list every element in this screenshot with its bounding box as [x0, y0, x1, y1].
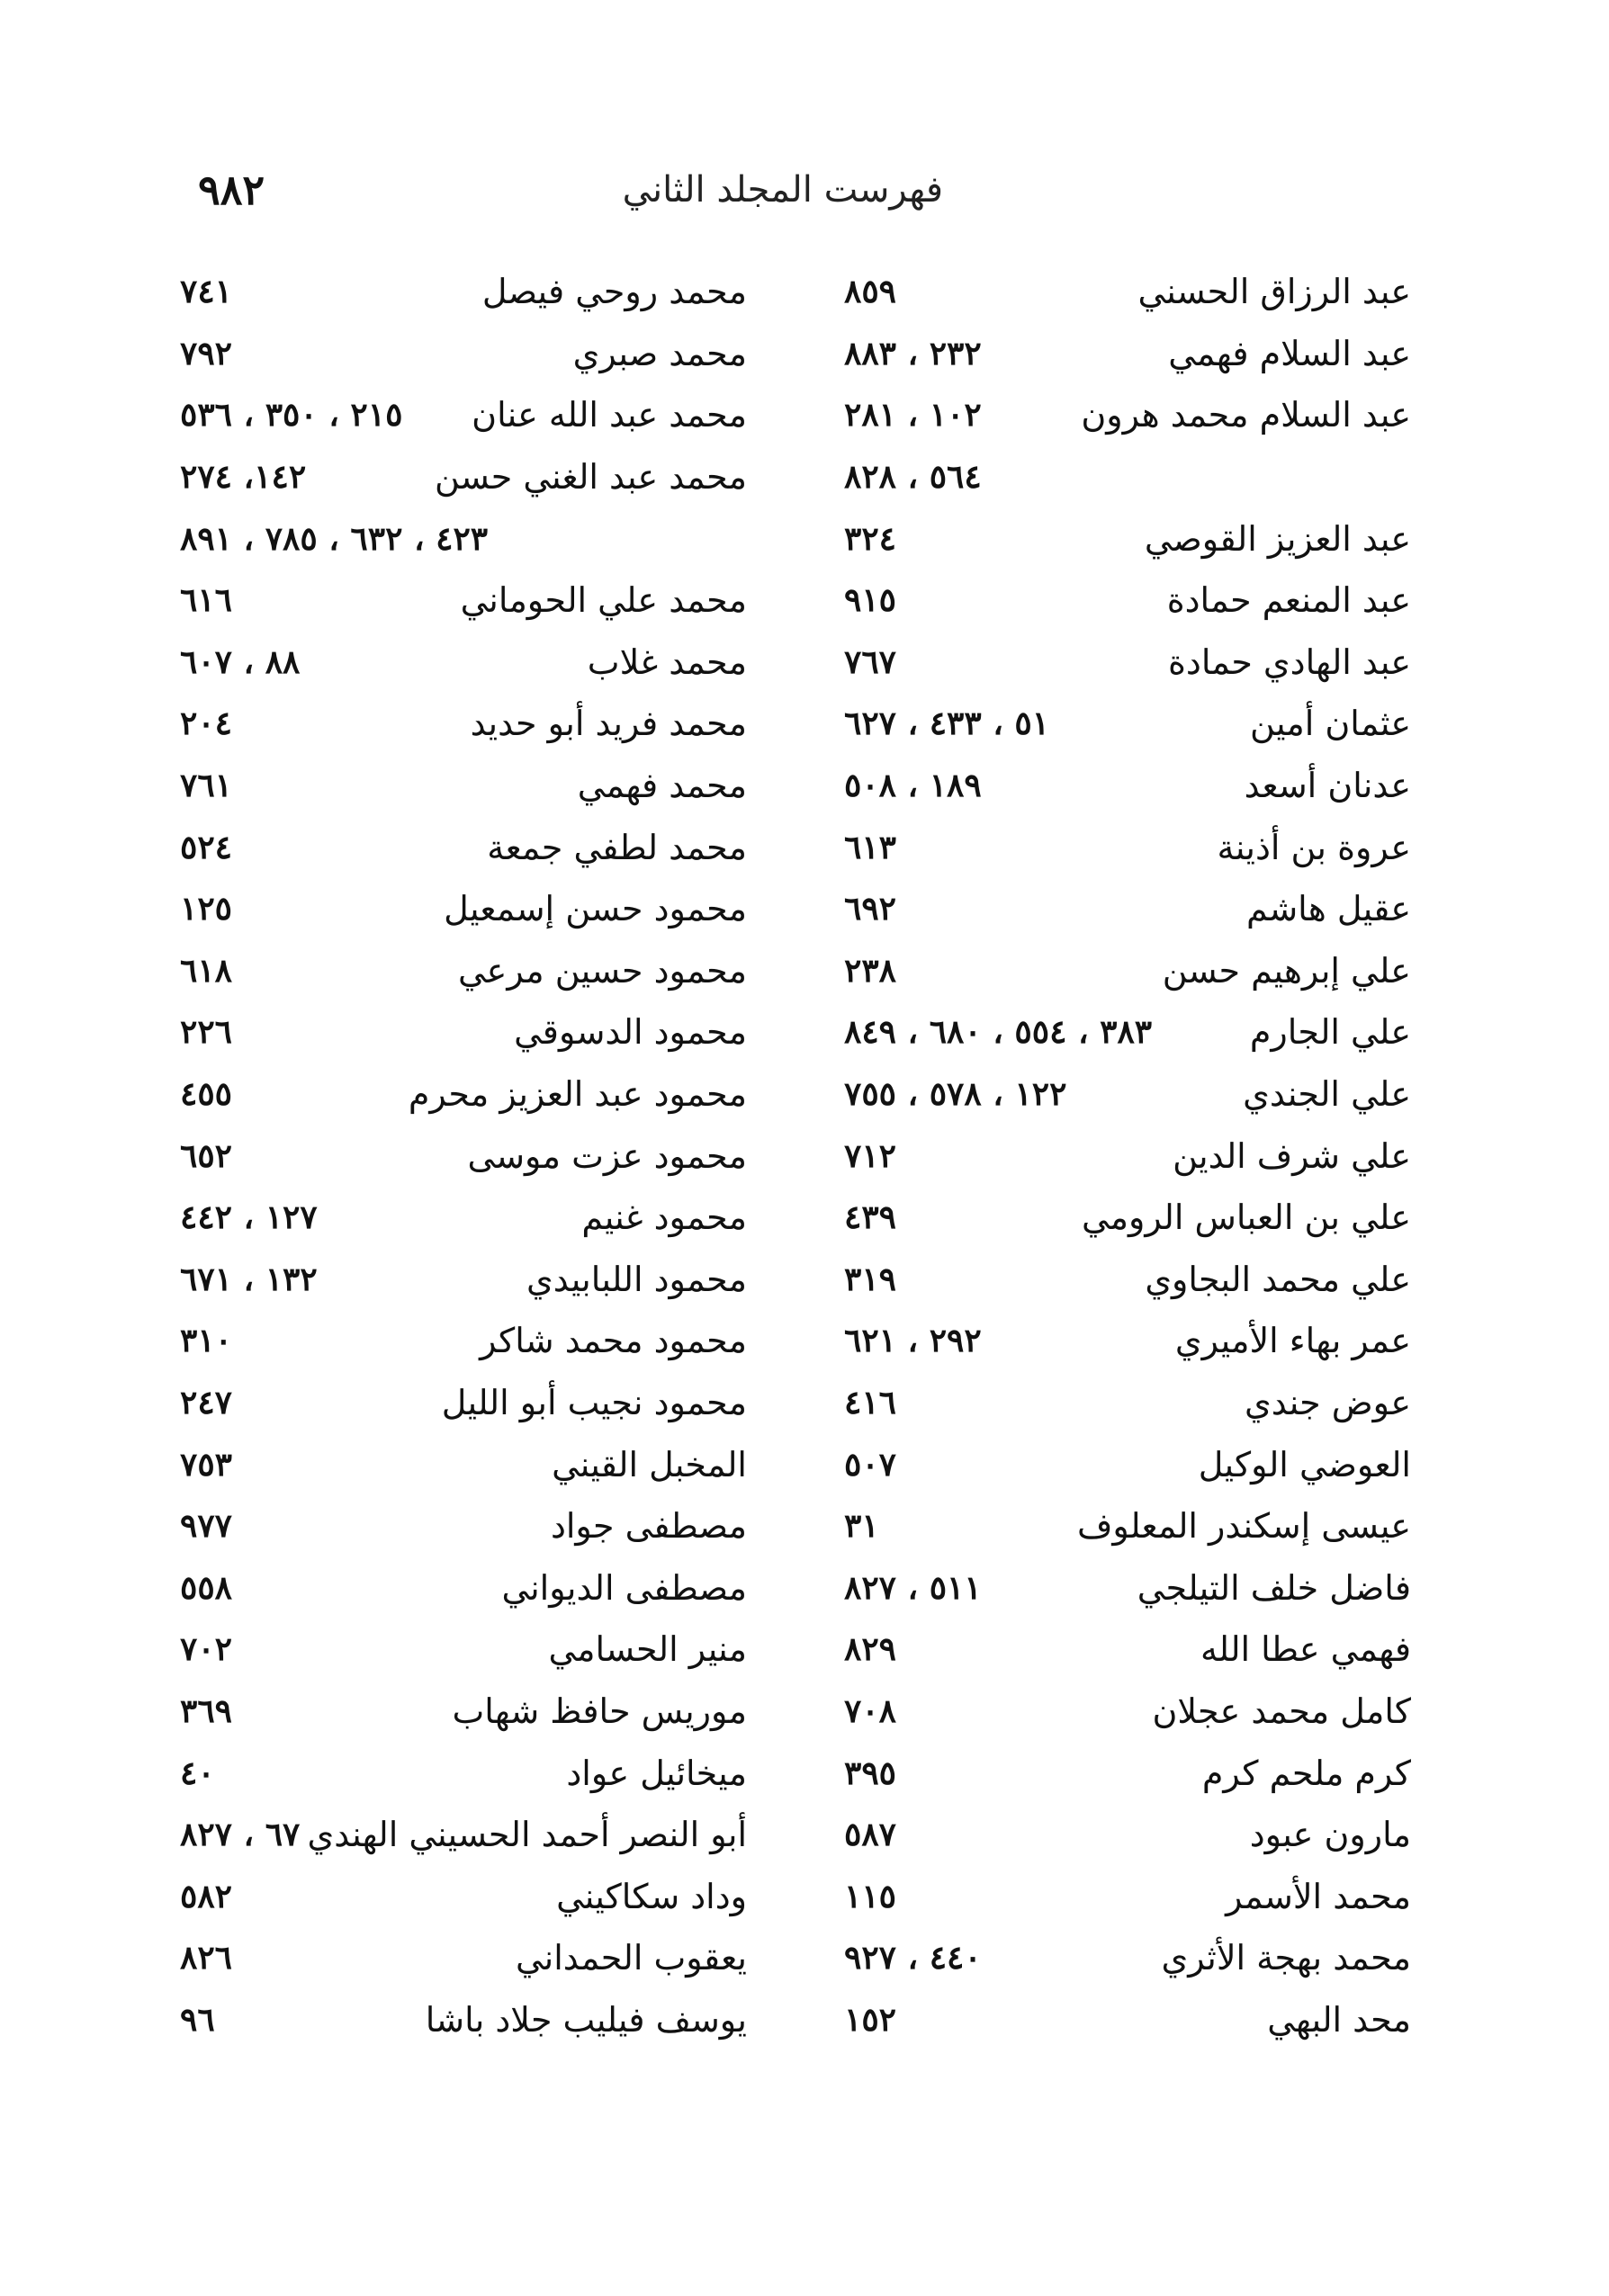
entry-name: يوسف فيليب جلاد باشا [425, 1999, 747, 2040]
entry-pages: ٤٤٠ ، ٩٢٧ [844, 1939, 982, 1978]
entry-pages: ٤١٦ [844, 1383, 897, 1422]
entry-name: مصطفى جواد [550, 1506, 747, 1547]
index-entry [180, 1001, 747, 1063]
entry-pages: ٦١٣ [844, 828, 897, 866]
index-entry [844, 755, 1411, 817]
entry-name: محمد روحي فيصل [481, 272, 747, 312]
entry-pages: ١٢٧ ، ٤٤٢ [180, 1198, 318, 1237]
entry-name: محمد علي الحوماني [460, 580, 747, 621]
entry-name: عبد الهادي حمادة [1167, 641, 1411, 682]
index-entry [180, 940, 747, 1002]
index-entry [844, 1927, 1411, 1989]
entry-pages: ١٢٥ [180, 890, 233, 928]
entry-pages: ٢٣٢ ، ٨٨٣ [844, 334, 982, 372]
entry-name: محمد فهمي [577, 766, 747, 806]
index-entry [180, 632, 747, 694]
entry-name: محمود نجيب أبو الليل [441, 1382, 747, 1422]
entry-name: محمد لطفي جمعة [487, 827, 747, 867]
entry-pages: ١٠٢ ، ٢٨١ [844, 396, 982, 435]
entry-name: عبد السلام فهمي [1168, 333, 1411, 373]
page-title: فهرست المجلد الثاني [622, 169, 943, 211]
entry-name: موريس حافظ شهاب [452, 1691, 747, 1731]
entry-name: علي إبرهيم حسن [1162, 950, 1411, 991]
entry-pages: ٥١١ ، ٨٢٧ [844, 1568, 982, 1607]
entry-pages: ٨٥٩ [844, 273, 897, 311]
entry-pages: ٢٠٤ [180, 704, 233, 743]
index-entry [180, 1556, 747, 1619]
entry-name: علي بن العباس الرومي [1081, 1197, 1411, 1238]
entry-name: محمود حسن إسمعيل [444, 889, 747, 929]
entry-pages: ٧٥٣ [180, 1445, 233, 1484]
index-entry [844, 1681, 1411, 1743]
entry-name: يعقوب الحمداني [515, 1938, 747, 1978]
index-entry [180, 1989, 747, 2051]
index-entry [180, 323, 747, 385]
entry-pages: ٤٣٩ [844, 1198, 897, 1237]
entry-pages: ٨٨ ، ٦٠٧ [180, 642, 301, 681]
entry-name: عبد الرزاق الحسني [1137, 272, 1411, 312]
entry-name: عبد المنعم حمادة [1166, 580, 1411, 621]
entry-pages: ٤٢٣ ، ٦٣٢ ، ٧٨٥ ، ٨٩١ [180, 519, 489, 558]
entry-name: محمود عزت موسى [467, 1135, 747, 1176]
entry-pages: ٦٥٢ [180, 1136, 233, 1175]
entry-pages: ٥٨٧ [844, 1816, 897, 1854]
entry-pages: ٦١٨ [180, 951, 233, 990]
page-number: ٩٨٢ [198, 166, 265, 214]
entry-pages: ٢١٥ ، ٣٥٠ ، ٥٣٦ [180, 396, 403, 435]
entry-pages: ٩٧٧ [180, 1507, 233, 1546]
index-entry [844, 323, 1411, 385]
index-entry [844, 261, 1411, 323]
entry-name: مارون عبود [1249, 1815, 1411, 1855]
entry-pages: ٥٦٤ ، ٨٢٨ [844, 458, 982, 497]
entry-pages: ٣١٠ [180, 1322, 233, 1360]
entry-name: كامل محمد عجلان [1152, 1691, 1411, 1731]
entry-pages: ١٢٢ ، ٥٧٨ ، ٧٥٥ [844, 1075, 1067, 1114]
index-entry [180, 384, 747, 446]
entry-pages: ٧١٢ [844, 1136, 897, 1175]
entry-name: عمر بهاء الأميري [1174, 1321, 1411, 1361]
left-column [180, 261, 747, 2050]
entry-pages: ١٨٩ ، ٥٠٨ [844, 767, 982, 805]
entry-pages: ٢٢٦ [180, 1013, 233, 1052]
index-entry [180, 755, 747, 817]
index-entry [844, 632, 1411, 694]
entry-name: كرم ملحم كرم [1201, 1753, 1411, 1793]
page-header [198, 160, 1411, 232]
entry-pages: ٥١ ، ٤٣٣ ، ٦٢٧ [844, 704, 1050, 743]
index-entry [180, 878, 747, 940]
entry-name: ميخائيل عواد [566, 1753, 747, 1793]
entry-name: محمد الأسمر [1226, 1876, 1411, 1916]
entry-pages: ٦٩٢ [844, 890, 897, 928]
index-entry [844, 570, 1411, 632]
index-entry [180, 507, 747, 570]
entry-name: محمود الدسوقي [514, 1012, 747, 1053]
entry-name: منير الحسامي [548, 1629, 747, 1670]
entry-pages: ٨٢٦ [180, 1939, 233, 1978]
entry-name: المخبل القيني [552, 1444, 747, 1484]
index-entry [844, 1804, 1411, 1866]
entry-name: عقيل هاشم [1246, 889, 1411, 929]
entry-pages: ٧٠٨ [844, 1691, 897, 1730]
index-entry [844, 1433, 1411, 1495]
entry-name: فهمي عطا الله [1200, 1629, 1411, 1670]
index-entry [844, 1865, 1411, 1927]
entry-pages: ٣٨٣ ، ٥٥٤ ، ٦٨٠ ، ٨٤٩ [844, 1013, 1153, 1052]
index-entry [844, 1495, 1411, 1557]
index-entry [844, 1001, 1411, 1063]
entry-pages: ٧٦١ [180, 767, 233, 805]
index-entry [844, 1372, 1411, 1434]
index-entry [844, 1310, 1411, 1372]
index-entry [180, 1433, 747, 1495]
index-entry [180, 1742, 747, 1804]
entry-pages: ٥٥٨ [180, 1568, 233, 1607]
entry-pages: ٣١ [844, 1507, 879, 1546]
entry-name: علي الجندي [1243, 1074, 1411, 1115]
entry-pages: ٣٩٥ [844, 1753, 897, 1792]
entry-name: محد البهي [1267, 1999, 1411, 2040]
entry-pages: ٥٠٧ [844, 1445, 897, 1484]
entry-name: علي الجارم [1249, 1012, 1411, 1053]
entry-name: مصطفى الديواني [501, 1567, 747, 1608]
entry-pages: ٢٩٢ ، ٦٢١ [844, 1322, 982, 1360]
index-entry [180, 1804, 747, 1866]
entry-name: عبد السلام محمد هرون [1081, 395, 1411, 435]
index-entry [844, 940, 1411, 1002]
entry-name: محمد عبد الغني حسن [434, 457, 747, 498]
right-column [844, 261, 1411, 2050]
entry-pages: ٧٠٢ [180, 1630, 233, 1669]
entry-pages: ٧٩٢ [180, 334, 233, 372]
entry-pages: ١٥٢ [844, 2000, 897, 2039]
entry-name: محمود محمد شاكر [480, 1321, 747, 1361]
index-entry [180, 1187, 747, 1249]
entry-pages: ٧٤١ [180, 273, 233, 311]
entry-name: عيسى إسكندر المعلوف [1076, 1506, 1411, 1547]
entry-name: محمد صبري [572, 333, 747, 373]
entry-name: محمد غلاب [587, 641, 747, 682]
index-entry [844, 446, 1411, 508]
index-entry [844, 1125, 1411, 1187]
index-entry [180, 446, 747, 508]
entry-pages: ١١٥ [844, 1877, 897, 1915]
entry-pages: ٥٨٢ [180, 1877, 233, 1915]
index-entry [180, 1927, 747, 1989]
index-entry [180, 1310, 747, 1372]
entry-pages: ٨٢٩ [844, 1630, 897, 1669]
index-entry [844, 1742, 1411, 1804]
entry-name: أبو النصر أحمد الحسيني الهندي [307, 1815, 747, 1855]
entry-pages: ١٣٢ ، ٦٧١ [180, 1260, 318, 1298]
index-entry [844, 1556, 1411, 1619]
entry-name: محمود عبد العزيز محرم [408, 1074, 747, 1115]
entry-name: عدنان أسعد [1244, 766, 1411, 806]
index-entry [180, 1681, 747, 1743]
entry-pages: ٢٣٨ [844, 951, 897, 990]
entry-pages: ١٤٢، ٢٧٤ [180, 458, 307, 497]
entry-pages: ٤٥٥ [180, 1075, 233, 1114]
entry-pages: ٢٤٧ [180, 1383, 233, 1422]
index-entry [180, 1372, 747, 1434]
index-entry [844, 1063, 1411, 1126]
index-columns [180, 261, 1411, 2050]
entry-name: محمد فريد أبو حديد [470, 704, 747, 744]
index-entry [180, 1125, 747, 1187]
index-entry [180, 1495, 747, 1557]
index-entry [844, 816, 1411, 878]
index-entry [180, 693, 747, 755]
index-entry [844, 1989, 1411, 2051]
entry-pages: ٦١٦ [180, 581, 233, 620]
entry-name: محمد عبد الله عنان [472, 395, 747, 435]
entry-name: محمود حسين مرعي [457, 950, 747, 991]
index-entry [180, 1865, 747, 1927]
index-entry [844, 1249, 1411, 1311]
entry-name: العوضي الوكيل [1198, 1444, 1411, 1484]
entry-name: فاضل خلف التيلجي [1137, 1567, 1411, 1608]
entry-name: علي محمد البجاوي [1145, 1259, 1411, 1299]
entry-pages: ٣١٩ [844, 1260, 897, 1298]
entry-pages: ٣٦٩ [180, 1691, 233, 1730]
entry-pages: ٤٠ [180, 1753, 215, 1792]
index-entry [180, 1063, 747, 1126]
entry-name: علي شرف الدين [1173, 1135, 1411, 1176]
index-entry [180, 816, 747, 878]
index-entry [180, 570, 747, 632]
index-entry [180, 1619, 747, 1681]
entry-name: عثمان أمين [1250, 704, 1411, 744]
index-entry [844, 1619, 1411, 1681]
entry-name: عبد العزيز القوصي [1144, 518, 1411, 559]
entry-name: عروة بن أذينة [1217, 827, 1411, 867]
entry-pages: ٧٦٧ [844, 642, 897, 681]
entry-pages: ٥٢٤ [180, 828, 233, 866]
entry-pages: ٣٢٤ [844, 519, 897, 558]
index-entry [180, 1249, 747, 1311]
index-entry [844, 384, 1411, 446]
index-entry [844, 693, 1411, 755]
entry-name: محمود اللبابيدي [526, 1259, 747, 1299]
entry-pages: ٦٧ ، ٨٢٧ [180, 1816, 301, 1854]
entry-name: عوض جندي [1245, 1382, 1411, 1422]
entry-name: وداد سكاكيني [556, 1876, 747, 1916]
entry-pages: ٩٦ [180, 2000, 215, 2039]
index-entry [844, 507, 1411, 570]
entry-name: محمد بهجة الأثري [1161, 1938, 1411, 1978]
index-entry [180, 261, 747, 323]
entry-pages: ٩١٥ [844, 581, 897, 620]
index-entry [844, 1187, 1411, 1249]
index-entry [844, 878, 1411, 940]
entry-name: محمود غنيم [581, 1197, 747, 1238]
